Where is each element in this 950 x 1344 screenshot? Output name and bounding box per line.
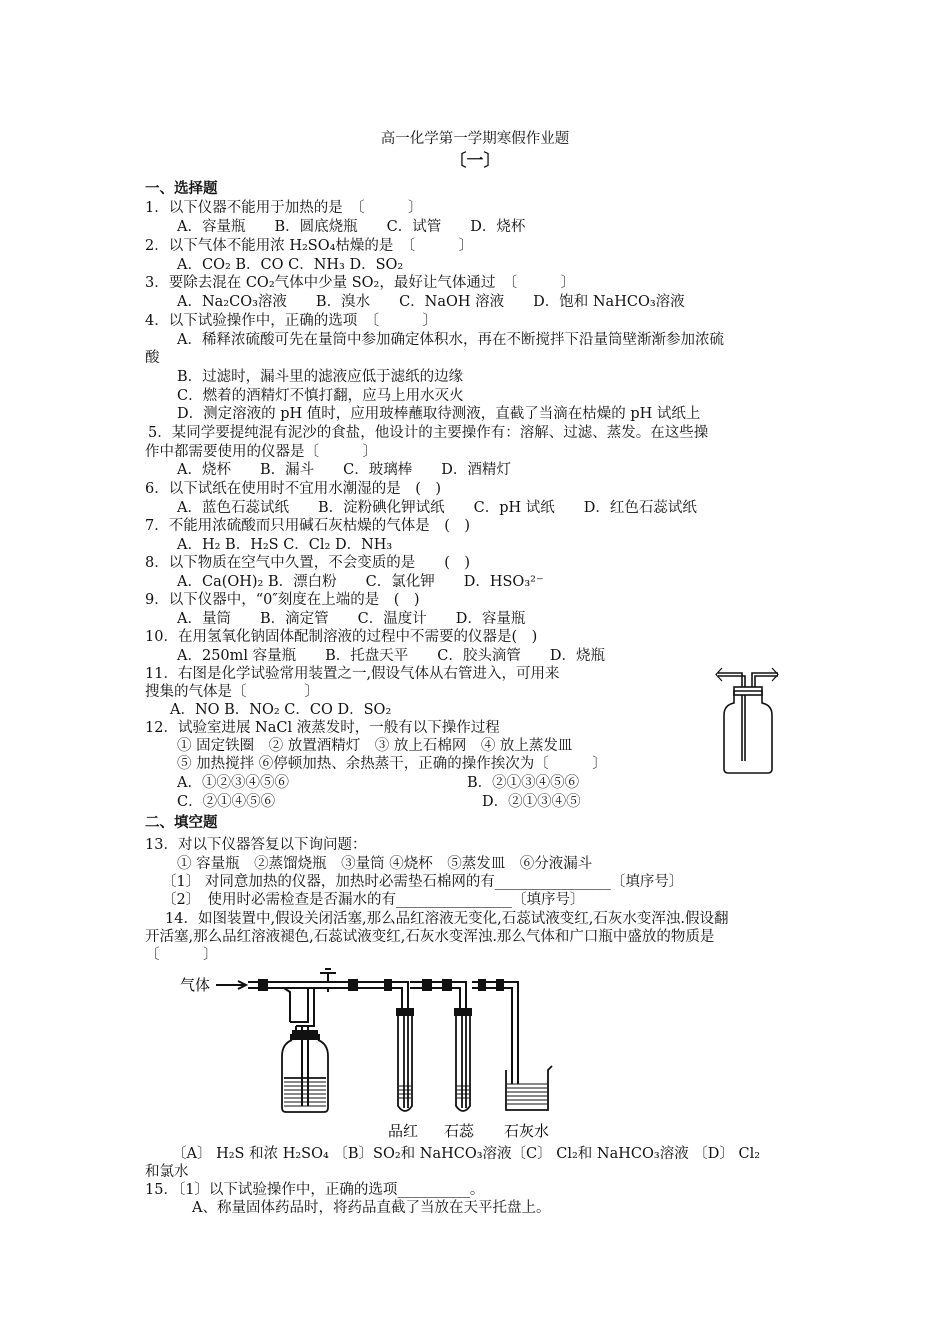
q1: 1．以下仪器不能用于加热的是 〔 〕 xyxy=(145,200,423,216)
q14-options: 〔A〕 H₂S 和浓 H₂SO₄ 〔B〕SO₂和 NaHCO₃溶液〔C〕 Cl₂和 NaHCO₃溶液 〔D〕 Cl₂ xyxy=(172,1146,761,1162)
q12-steps-2: ⑤ 加热搅拌 ⑥停顿加热、余热蒸干，正确的操作挨次为〔 〕 xyxy=(177,756,607,772)
q12-option-c: C．②①④⑤⑥ xyxy=(177,794,276,810)
label-shirui: 石蕊 xyxy=(444,1122,475,1140)
label-pinhong: 品红 xyxy=(388,1122,419,1140)
q12-option-b: B．②①③④⑤⑥ xyxy=(467,775,580,791)
q12-steps-1: ① 固定铁圈 ② 放置酒精灯 ③ 放上石棉网 ④ 放上蒸发皿 xyxy=(177,738,573,754)
q4: 4．以下试验操作中，正确的选项 〔 〕 xyxy=(145,313,437,329)
q14: 14．如图装置中,假设关闭活塞,那么品红溶液无变化,石蕊试液变红,石灰水变浑浊.假设翻 xyxy=(165,911,729,927)
gas-bottle-figure xyxy=(712,665,784,777)
q8: 8．以下物质在空气中久置，不会变质的是 ( ) xyxy=(145,555,471,571)
section-heading-choice: 一、选择题 xyxy=(145,180,218,197)
q15: 15．〔1〕以下试验操作中，正确的选项__________。 xyxy=(145,1182,485,1198)
q11: 11．右图是化学试验常用装置之一,假设气体从右管进入，可用来 xyxy=(145,666,560,682)
q4-option-d: D．测定溶液的 pH 值时，应用玻棒蘸取待测液，直截了当滴在枯燥的 pH 试纸上 xyxy=(177,406,701,422)
q2-options: A．CO₂ B．CO C．NH₃ D．SO₂ xyxy=(177,257,404,273)
q9-options: A．量筒 B．滴定管 C．温度计 D．容量瓶 xyxy=(177,611,526,627)
q7: 7．不能用浓硫酸而只用碱石灰枯燥的气体是 ( ) xyxy=(145,518,471,534)
q13-part2: 〔2〕 使用时必需检查是否漏水的有________________〔填序号〕 xyxy=(162,892,585,908)
q11-options: A．NO B．NO₂ C．CO D．SO₂ xyxy=(170,702,392,718)
q4-option-a: A．稀释浓硫酸可先在量筒中参加确定体积水，再在不断搅拌下沿量筒壁渐渐参加浓硫 xyxy=(177,332,724,348)
q7-options: A．H₂ B．H₂S C．Cl₂ D．NH₃ xyxy=(177,537,393,553)
q10: 10．在用氢氧化钠固体配制溶液的过程中不需要的仪器是( ) xyxy=(145,629,538,645)
q3: 3．要除去混在 CO₂气体中少量 SO₂，最好让气体通过 〔 〕 xyxy=(145,275,576,291)
q12-option-a: A．①②③④⑤⑥ xyxy=(177,775,289,791)
q13-part1: 〔1〕 对同意加热的仪器，加热时必需垫石棉网的有________________〔填序号〕 xyxy=(162,874,684,890)
q5-cont: 作中都需要使用的仪器是〔 〕 xyxy=(145,444,377,460)
q2: 2．以下气体不能用浓 H₂SO₄枯燥的是 〔 〕 xyxy=(145,238,474,254)
q12-option-d: D．②①③④⑤ xyxy=(482,794,581,810)
q4-option-a-cont: 酸 xyxy=(145,350,160,366)
q5-options: A．烧杯 B．漏斗 C．玻璃棒 D．酒精灯 xyxy=(177,462,511,478)
label-shihuishui: 石灰水 xyxy=(504,1122,550,1140)
q1-options: A．容量瓶 B．圆底烧瓶 C．试管 D．烧杯 xyxy=(177,219,526,235)
q6: 6．以下试纸在使用时不宜用水潮湿的是 ( ) xyxy=(145,481,442,497)
page-title: 高一化学第一学期寒假作业题 xyxy=(380,131,570,147)
section-heading-fill: 二、填空题 xyxy=(145,814,218,831)
q11-cont: 搜集的气体是〔 〕 xyxy=(145,684,319,700)
gas-label: 气体 xyxy=(180,976,211,994)
q14-bracket: 〔 〕 xyxy=(145,947,218,963)
q6-options: A．蓝色石蕊试纸 B．淀粉碘化钾试纸 C．pH 试纸 D．红色石蕊试纸 xyxy=(177,500,697,516)
q4-option-c: C．燃着的酒精灯不慎打翻，应马上用水灭火 xyxy=(177,388,464,404)
q15-option-a: A、称量固体药品时，将药品直截了当放在天平托盘上。 xyxy=(192,1200,551,1216)
q13-items: ① 容量瓶 ②蒸馏烧瓶 ③量筒 ④烧杯 ⑤蒸发皿 ⑥分液漏斗 xyxy=(177,856,593,872)
q14-options-cont: 和氯水 xyxy=(145,1164,189,1180)
q4-option-b: B．过滤时，漏斗里的滤液应低于滤纸的边缘 xyxy=(177,369,464,385)
q14-cont: 开活塞,那么品红溶液褪色,石蕊试液变红,石灰水变浑浊.那么气体和广口瓶中盛放的物质是 xyxy=(145,929,715,945)
q5: 5．某同学要提纯混有泥沙的食盐，他设计的主要操作有：溶解、过滤、蒸发。在这些操 xyxy=(148,425,709,441)
page-subtitle: 〔一〕 xyxy=(449,151,501,171)
apparatus-figure xyxy=(178,966,578,1141)
q10-options: A．250ml 容量瓶 B．托盘天平 C．胶头滴管 D．烧瓶 xyxy=(177,648,606,664)
q9: 9．以下仪器中，“0″刻度在上端的是 ( ) xyxy=(145,592,420,608)
q3-options: A．Na₂CO₃溶液 B．溴水 C．NaOH 溶液 D．饱和 NaHCO₃溶液 xyxy=(177,294,685,310)
q12: 12．试验室进展 NaCl 液蒸发时，一般有以下操作过程 xyxy=(145,720,500,736)
q13: 13．对以下仪器答复以下询问题： xyxy=(145,837,367,853)
q8-options: A．Ca(OH)₂ B．漂白粉 C．氯化钾 D．HSO₃²⁻ xyxy=(177,574,544,590)
